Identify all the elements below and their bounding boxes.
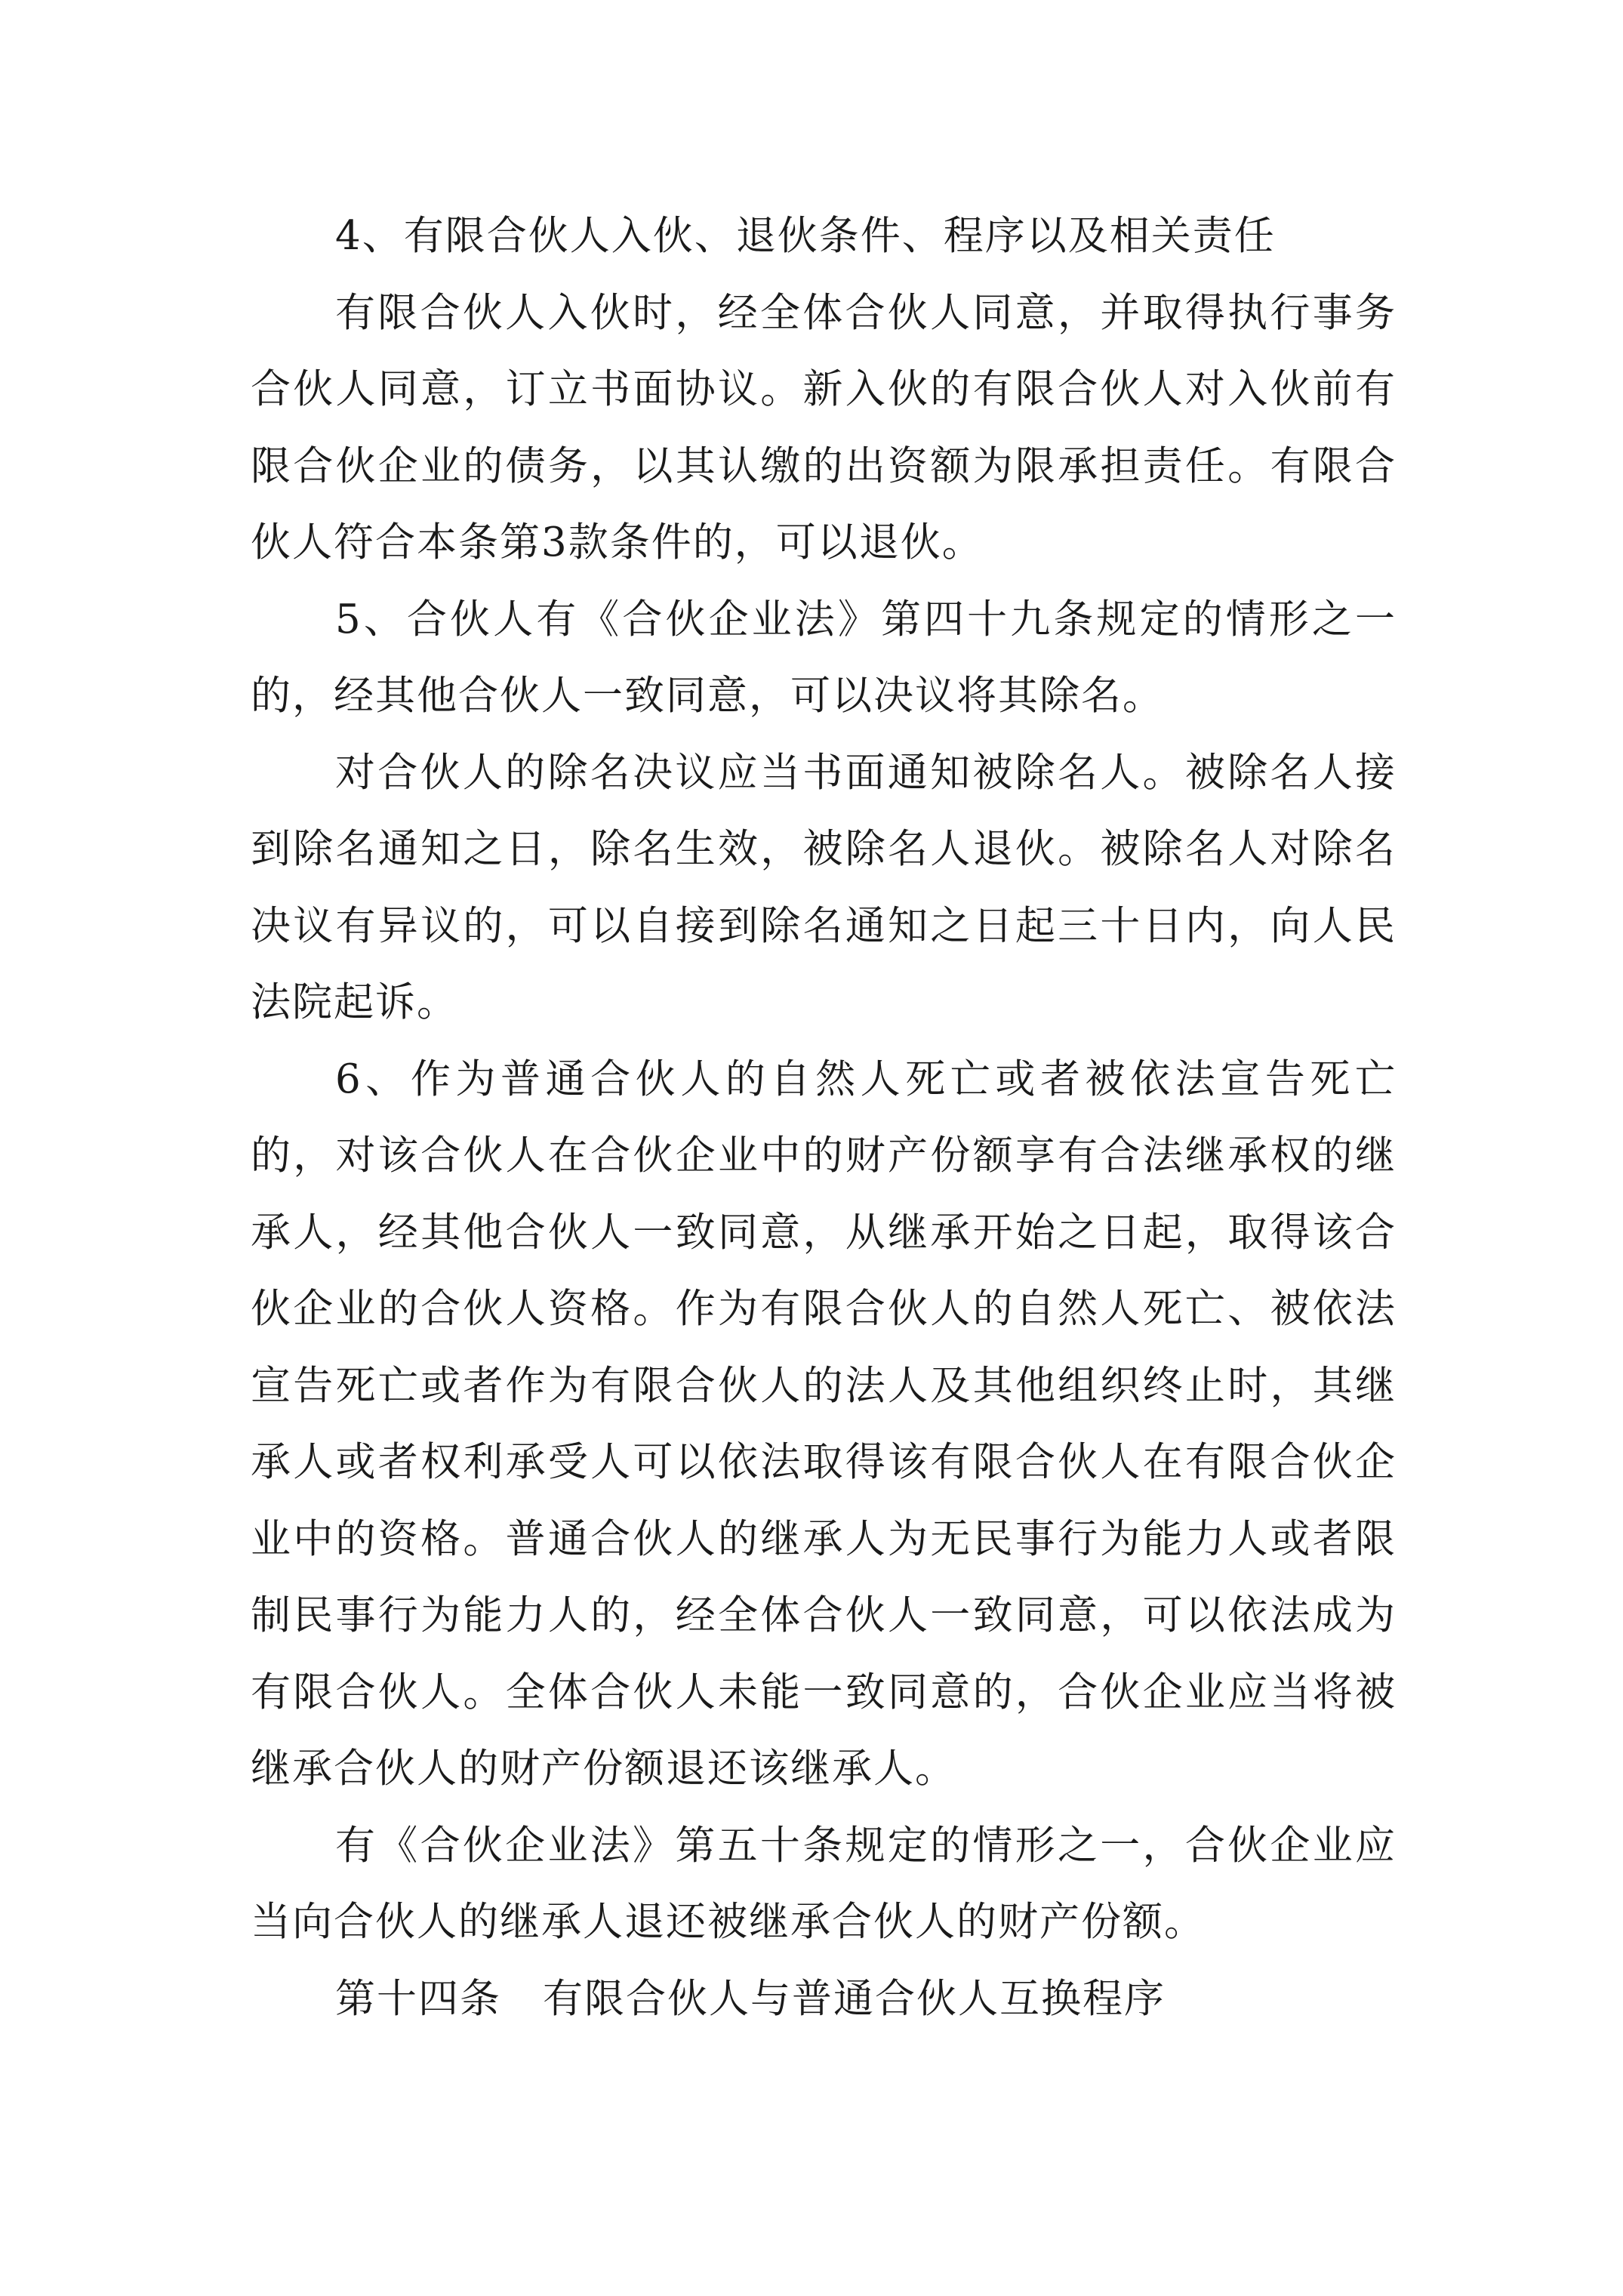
- paragraph-refund-share: 有《合伙企业法》第五十条规定的情形之一，合伙企业应当向合伙人的继承人退还被继承合伙人的财产份额。: [251, 1822, 1397, 1945]
- article-14-heading: 第十四条 有限合伙人与普通合伙人互换程序: [335, 1975, 1166, 2022]
- document-body: [251, 198, 1397, 2037]
- paragraph-item-6-inheritance: 6、作为普通合伙人的自然人死亡或者被依法宣告死亡的，对该合伙人在合伙企业中的财产份额享有合法继承权的继承人，经其他合伙人一致同意，从继承开始之日起，取得该合伙企业的合伙人资格。作为有限合伙人的自然人死亡、被依法宣告死亡或者作为有限合伙人的法人及其他组织终止时，其继承人或者权利承受人可以依法取得该有限合伙人在有限合伙企业中的资格。普通合伙人的继承人为无民事行为能力人或者限制民事行为能力人的，经全体合伙人一致同意，可以依法成为有限合伙人。全体合伙人未能一致同意的，合伙企业应当将被继承合伙人的财产份额退还该继承人。: [251, 1056, 1397, 1792]
- paragraph-item-4-heading: 4、有限合伙人入伙、退伙条件、程序以及相关责任: [335, 213, 1276, 259]
- paragraph-item-5-expulsion: 5、合伙人有《合伙企业法》第四十九条规定的情形之一的，经其他合伙人一致同意，可以决议将其除名。: [251, 596, 1397, 719]
- paragraph-admission: 有限合伙人入伙时，经全体合伙人同意，并取得执行事务合伙人同意，订立书面协议。新入伙的有限合伙人对入伙前有限合伙企业的债务，以其认缴的出资额为限承担责任。有限合伙人符合本条第3款条件的，可以退伙。: [251, 289, 1397, 566]
- paragraph-expulsion-notice: 对合伙人的除名决议应当书面通知被除名人。被除名人接到除名通知之日，除名生效，被除名人退伙。被除名人对除名决议有异议的，可以自接到除名通知之日起三十日内，向人民法院起诉。: [251, 749, 1397, 1025]
